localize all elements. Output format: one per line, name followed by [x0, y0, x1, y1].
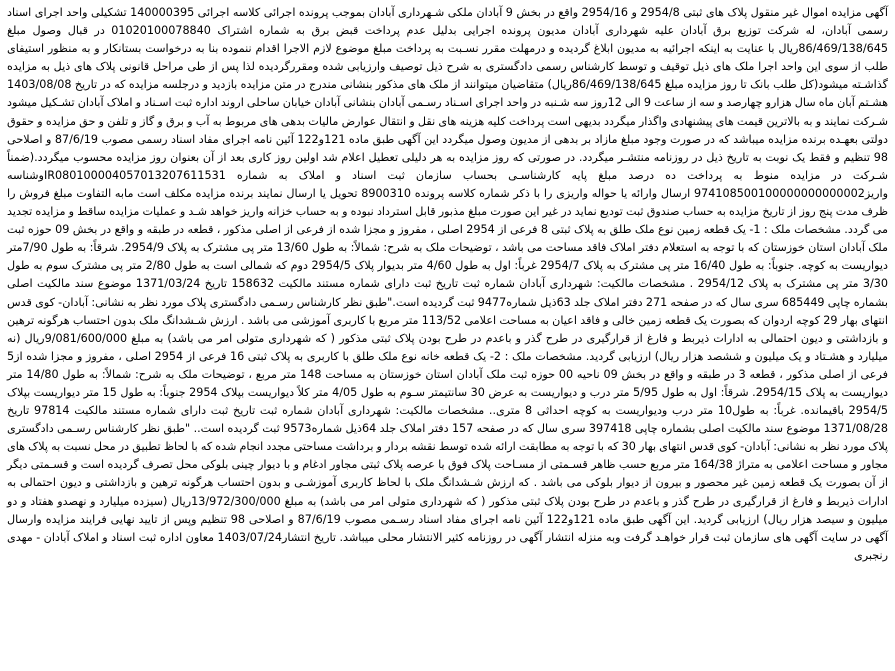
auction-notice-body: آگهی مزایده اموال غیر منقول پلاک های ثبتی 2954/8 و 2954/16 واقع در بخش 9 آبادان ملکی شـهرداری آبادان بموجب پرونده اجرائی کلاسه اجرائی 140000395 تشکیلی واحد اجرای اسناد رسمی آبادان، له شرکت توزیع برق آبادان علیه شهرداری آبادان مدیون پرونده اجرایی بدلیل عدم پرداخت قبض برق به شماره اشتراک 01020100078840 در قبال وصول مبلغ 86/469/138/645ریال با عنایت به اینکه اجرائیه به مدیون ابلاغ گردیده و درمهلت مقرر نسـبت به پرداخت مبلغ موضوع لازم الاجرا اقدام ننموده بنا به درخواست بستانکار و به منظور استیفای طلب از سوی این واحد اجرا ملک های ذیل توقیف و توسط کارشناس رسمی دادگستری به شرح ذیل توصیف وارزیابی شده ومقررگردیده لذا پس از طی مراحل قانونی پلاک های ذیل به مزایده گذاشـته میشود(کل طلب بانک تا روز مزایده مبلغ 86/469/138/645ریال) متقاضیان میتوانند از ملک های مذکور بنشانی مندرج در متن مزایده بازدید و درجلسه مزایده که در تاریخ 1403/08/08 هشـتم آبان ماه سال هزارو چهارصد و سه از ساعت 9 الی 12روز سه شـنبه در واحد اجرای اسـناد رسـمی آبادان بنشانی آبادان خیابان ساحلی اروند اداره ثبت اسـناد و املاک آبادان تشـکیل میشود شـرکت نمایند و به بالاترین قیمت های پیشنهادی واگذار میگردد بدیهی است پرداخت کلیه هزینه های نقل و انتقال عوارض مالیات بدهی های مربوط به آب و برق و گاز و تلفن و حق مزایده و حقوق دولتی بعهـده برنده مزایده میباشد که در صورت وجود مبلغ مازاد بر بدهی از مدیون وصول میگردد این آگهی طبق ماده 121و122 آئین نامه اجرای مفاد اسناد رسمی مصوب 87/6/19 و اصلاحی 98 تنظیم و فقط یک نوبت به تاریخ ذیل در روزنامه منتشـر میگردد. در صورتی که روز مزایده به هر دلیلی تعطیل اعلام شد اولین روز کاری بعد از آن بعنوان روز مزایده محسوب میگردد.(ضمناً شـرکت در مزایده منوط به پرداخت ده درصد مبلغ پایه کارشناسـی بحساب سازمان ثبت اسناد و املاک به شماره IR080100004057013207611531وشناسه واریز974108500100000000000002 ارسال وارائه یا حواله واریزی را با ذکر شماره کلاسه پرونده 8900310 تحویل یا ارسال نمایند برنده مزایده مکلف است مابه التفاوت مبلغ فروش را ظرف مدت پنج روز از تاریخ مزایده به حساب صندوق ثبت تودیع نماید در غیر این صورت مبلغ مذبور قابل استرداد نبوده و به حساب خزانه واریز خواهد شـد و عملیات مزایده ساقط و مزایده تجدید می گردد. مشخصات ملک : 1- یک قطعه زمین نوع ملک طلق به پلاک ثبتی 8 فرعی از 2954 اصلی ، مفروز و مجزا شده از فرعی از اصلی مذکور ، قطعه در طبقه و واقع در بخش 09 حوزه ثبت ملک آبادان استان خوزستان که با توجه به استعلام دفتر املاک فاقد مساحت می باشد ، توضیحات ملک به شرح: شمالاً: به طول 13/60 متر پی مشترک به پلاک 2954/9. شرقاً: به طول 7/90متر دیواریست به کوچه. جنوباً: به طول 16/40 متر پی مشترک به پلاک 2954/7 غرباً: اول به طول 4/60 متر بدیوار پلاک 2954/5 دوم که شمالی است به طول 2/80 متر پی مشترک سوم به طول 3/30 متر پی مشترک به پلاک 2954/12 . مشخصات مالکیت: شهرداری آبادان شماره ثبت تاریخ ثبت دارای شماره مستند مالکیت 158632 تاریخ 1371/03/24 موضوع سند مالکیت اصلی بشماره چاپی 685449 سری سال که در صفحه 271 دفتر املاک جلد 63ذیل شماره9477 ثبت گردیده است."طبق نظر کارشناس رسـمی دادگستری پلاک مورد نظر به نشانی: آبادان- کوی قدس انتهای بهار 29 کوچه اردوان که بصورت یک قطعه زمین خالی و فاقد اعیان به مساحت اعلامی 113/52 متر مربع با کاربری آموزشی می باشد . ارزش شـشدانگ ملک بدون احتساب هرگونه ترهین و بازداشتی و دیون احتمالی به ادارات ذیربط و فارغ از قرارگیری در طرح گذر و باعدم در طرح بودن پلاک ثبتی مذکور ( که شهرداری متولی امر می باشد) به مبلغ 9/081/600/000ریال (نه میلیارد و هشـتاد و یک میلیون و ششصد هزار ریال) ارزیابی گردید. مشخصات ملک : 2- یک قطعه خانه نوع ملک طلق با کاربری به پلاک ثبتی 16 فرعی از 2954 اصلی ، مفروز و مجزا شده از5 فرعی از اصلی مذکور ، قطعه 3 در طبقه و واقع در بخش 09 ناحیه 00 حوزه ثبت ملک آبادان استان خوزستان به مساحت 148 متر مربع ، توضیحات ملک به شرح: شمالاً: به طول 14/80 متر دیواریست به پلاک 2954/15. شرقاً: اول به طول 5/95 متر درب و دیواریست به عرض 30 سانتیمتر سـوم به طول 4/05 متر کلاً دیواریست بپلاک 2954 جنوباً: به طول 15 متر دیواریست بپلاک 2954/5 باقیمانده. غرباً: به طول10 متر درب ودیواریست به کوچه احداثی 8 متری.. مشخصات مالکیت: شهرداری آبادان شماره ثبت تاریخ ثبت دارای شماره مستند مالکیت 97814 تاریخ 1371/08/28 موضوع سند مالکیت اصلی بشماره چاپی 397418 سری سال که در صفحه 157 دفتر املاک جلد 64ذیل شماره9573 ثبت گردیده است.. "طبق نظر کارشناس رسـمی دادگستری پلاک مورد نظر به نشانی: آبادان- کوی قدس انتهای بهار 30 که با توجه به مطابقت ارائه شده توسط نقشه بردار و برداشت مساحتی مجدد انجام شده که با لحاظ تطبیق در محل نسبت به پلاک های مجاور و مساحت اعلامی به متراژ 164/38 متر مربع حسب ظاهر قسـمتی از مسـاحت پلاک فوق با عرصه پلاک ثبتی مجاور ادغام و با دیوار چینی بلوکی محل تصرف گردیده است و قسـمتی دیگر از آن بصورت یک قطعه زمین غیر محصور و بیرون از دیوار بلوکی می باشد . که ارزش شـشدانگ ملک با لحاظ کاربری آموزشـی و بدون احتساب هرگونه ترهین و بازداشتی و دیون احتمالی به ادارات ذیربط و فارغ از قرارگیری در طرح گذر و باعدم در طرح بودن پلاک ثبتی مذکور ( که شهرداری متولی امر می باشد) به مبلغ 13/972/300/000ریال (سیزده میلیارد و نهصدو هفتاد و دو میلیون و سیصد هزار ریال) ارزیابی گردید. این آگهی طبق ماده 121و122 آئین نامه اجرای مفاد اسناد رسـمی مصوب 87/6/19 و اصلاحی 98 تنظیم وپس از تایید نهایی فرایند مزایده وارسال آگهی در سایت آگهی های سازمان ثبت قرار خواهـد گرفت وبه منزله انتشار آگهی در روزنامه کثیر الانتشار محلی میباشد. تاریخ انتشار1403/07/24 معاون اداره ثبت اسناد و املاک آبادان - مهدی رنجبری	[7, 6, 889, 562]
